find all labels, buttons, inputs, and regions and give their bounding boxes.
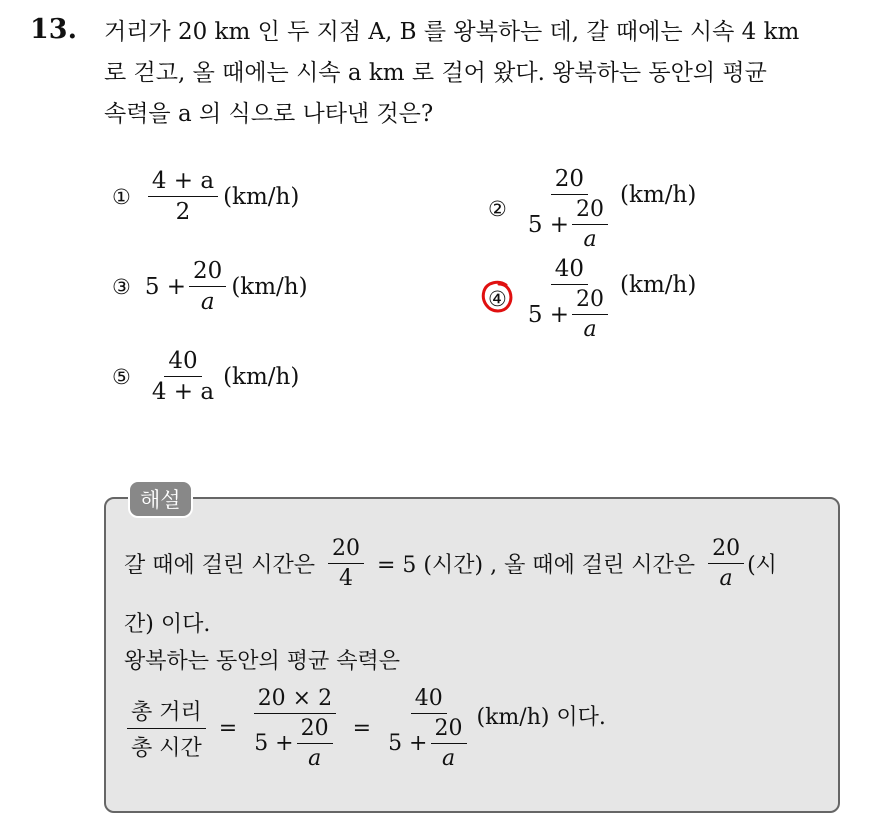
- option-2[interactable]: [488, 166, 696, 252]
- option-5-unit: (km/h): [223, 363, 300, 390]
- option-3-fraction: $\frac{20}{a}$: [189, 258, 226, 315]
- question-stem: [104, 12, 864, 135]
- option-2-fraction: 20 5 + $\frac{20}{a}$: [524, 166, 615, 252]
- stem-line-1: 거리가 20 km 인 두 지점 A, B 를 왕복하는 데, 갈 때에는 시속 4 km: [104, 19, 800, 45]
- option-5-fraction: $\frac{40}{4 + a}$: [151, 348, 215, 405]
- solution-tag: 해설: [128, 480, 193, 518]
- stem-line-3: 속력을 a 의 식으로 나타낸 것은?: [104, 101, 434, 127]
- stem-line-2: 로 걷고, 올 때에는 시속 a km 로 걸어 왔다. 왕복하는 동안의 평균: [104, 60, 767, 86]
- solution-line-4: $\frac{\text{총 거리}}{\text{총 시간}}$ = 20 × 2 5 + $\frac{20}{a}$ = 40 5 + $\frac{20}{a}$ (km/h) 이다.: [124, 686, 606, 771]
- option-3[interactable]: [112, 258, 308, 315]
- option-3-unit: (km/h): [231, 273, 308, 300]
- option-5-marker: ⑤: [112, 364, 131, 389]
- option-3-marker: ③: [112, 274, 131, 299]
- option-1[interactable]: [112, 168, 299, 225]
- option-5[interactable]: [112, 348, 299, 405]
- solution-line-2: 간) 이다.: [124, 612, 211, 637]
- option-4-unit: (km/h): [620, 272, 697, 298]
- option-3-prefix: 5 +: [144, 273, 187, 300]
- option-4-fraction: 40 5 + $\frac{20}{a}$: [524, 256, 615, 342]
- option-4-marker: ④: [488, 287, 507, 311]
- solution-line-3: 왕복하는 동안의 평균 속력은: [124, 649, 401, 674]
- option-1-unit: (km/h): [223, 183, 300, 210]
- option-1-marker: ①: [112, 184, 131, 209]
- option-2-unit: (km/h): [620, 182, 697, 208]
- option-1-fraction: $\frac{4 + a}{2}$: [148, 168, 218, 225]
- solution-line-1: 갈 때에 걸린 시간은 $\frac{20}{4}$ = 5 (시간) , 올 때에 걸린 시간은 $\frac{20}{a}$ (시: [124, 536, 777, 591]
- option-2-marker: ②: [488, 197, 507, 221]
- option-4[interactable]: [488, 256, 696, 342]
- question-number: 13.: [30, 14, 77, 45]
- answer-circle-mark: [479, 279, 515, 315]
